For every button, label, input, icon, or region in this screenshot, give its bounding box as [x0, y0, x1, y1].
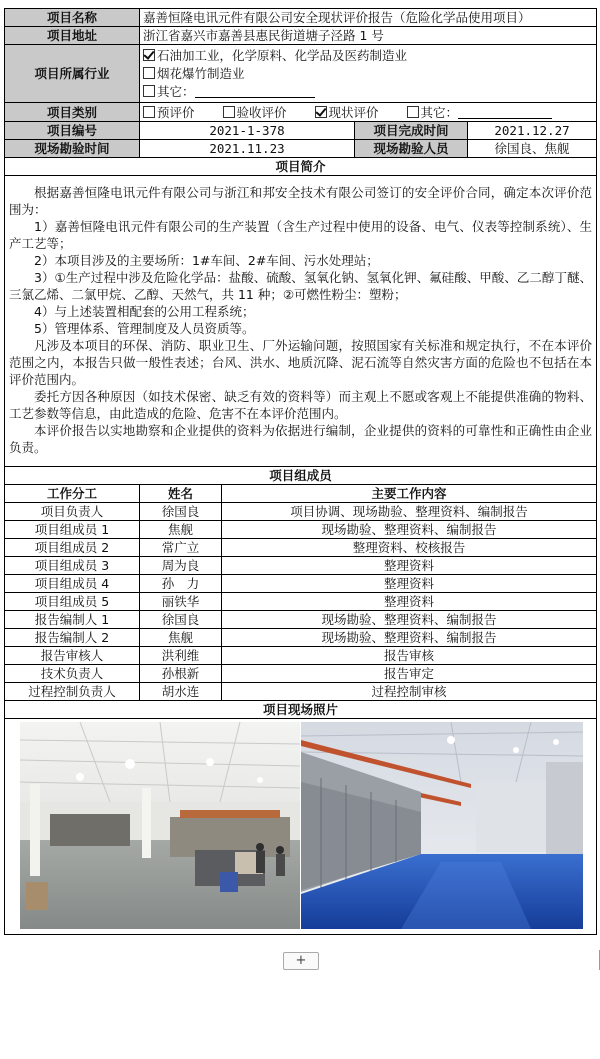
category-option-acceptance: 验收评价 [223, 105, 287, 120]
member-row: 报告审核人 洪利维 报告审核 [5, 647, 597, 665]
intro-content [5, 176, 597, 467]
survey-staff-label: 现场勘验人员 [355, 140, 468, 158]
member-row: 项目负责人 徐国良 项目协调、现场勘验、整理资料、编制报告 [5, 503, 597, 521]
photos-area [5, 719, 597, 935]
member-row: 技术负责人 孙根新 报告审定 [5, 665, 597, 683]
checkbox-empty-icon [143, 106, 155, 118]
intro-paragraph: 4）与上述装置相配套的公用工程系统； [34, 304, 255, 319]
industry-options [140, 45, 597, 103]
intro-paragraph: 根据嘉善恒隆电讯元件有限公司与浙江和邦安全技术有限公司签订的安全评价合同，确定本次评价范围为： [9, 185, 593, 217]
members-header-name: 姓名 [140, 485, 222, 503]
member-row: 项目组成员 5 丽铁华 整理资料 [5, 593, 597, 611]
industry-label: 项目所属行业 [5, 45, 140, 103]
finish-time-value: 2021.12.27 [468, 122, 597, 140]
intro-paragraph: 5）管理体系、管理制度及人员资质等。 [34, 321, 255, 336]
members-header-role: 工作分工 [5, 485, 140, 503]
checkbox-checked-icon [315, 106, 327, 118]
members-section-title: 项目组成员 [5, 467, 597, 485]
checkbox-checked-icon [143, 49, 155, 61]
intro-paragraph: 本评价报告以实地勘察和企业提供的资料为依据进行编制，企业提供的资料的可靠性和正确性由企业负责。 [9, 423, 593, 455]
member-row: 报告编制人 1 徐国良 现场勘验、整理资料、编制报告 [5, 611, 597, 629]
checkbox-empty-icon [143, 85, 155, 97]
member-row: 项目组成员 2 常广立 整理资料、校核报告 [5, 539, 597, 557]
project-name-label: 项目名称 [5, 9, 140, 27]
category-options [140, 103, 597, 122]
site-photo-spray-line [301, 722, 583, 929]
industry-option-fireworks: 烟花爆竹制造业 [143, 65, 593, 83]
photos-section-title: 项目现场照片 [5, 701, 597, 719]
member-row: 报告编制人 2 焦舰 现场勘验、整理资料、编制报告 [5, 629, 597, 647]
expand-button[interactable]: + [283, 952, 319, 970]
intro-paragraph: 委托方因各种原因（如技术保密、缺乏有效的资料等）而主观上不愿或客观上不能提供准确的物料、工艺参数等信息，由此造成的危险、危害不在本评价范围内。 [9, 389, 593, 421]
intro-section-title: 项目简介 [5, 158, 597, 176]
project-name-value: 嘉善恒隆电讯元件有限公司安全现状评价报告（危险化学品使用项目） [140, 9, 597, 27]
site-photo-workshop [20, 722, 300, 929]
intro-paragraph: 2）本项目涉及的主要场所：1#车间、2#车间、污水处理站； [34, 253, 379, 268]
project-address-label: 项目地址 [5, 27, 140, 45]
industry-option-petrochem: 石油加工业，化学原料、化学品及医药制造业 [143, 47, 593, 65]
project-address-value: 浙江省嘉兴市嘉善县惠民街道塘子泾路 1 号 [140, 27, 597, 45]
project-info-table [4, 8, 597, 935]
member-row: 项目组成员 3 周为良 整理资料 [5, 557, 597, 575]
project-code-label: 项目编号 [5, 122, 140, 140]
intro-paragraph: 3）①生产过程中涉及危险化学品：盐酸、硫酸、氢氧化钠、氢氧化钾、氟硅酸、甲酸、乙二醇丁醚、三氯乙烯、二氯甲烷、乙醇、天然气，共 11 种；②可燃性粉尘：塑粉； [9, 270, 593, 302]
checkbox-empty-icon [407, 106, 419, 118]
category-label: 项目类别 [5, 103, 140, 122]
checkbox-empty-icon [143, 67, 155, 79]
member-row: 项目组成员 4 孙 力 整理资料 [5, 575, 597, 593]
intro-paragraph: 1）嘉善恒隆电讯元件有限公司的生产装置（含生产过程中使用的设备、电气、仪表等控制系统）、生产工艺等； [9, 219, 593, 251]
category-option-pre: 预评价 [143, 105, 195, 120]
member-row: 过程控制负责人 胡水连 过程控制审核 [5, 683, 597, 701]
survey-staff-value: 徐国良、焦舰 [468, 140, 597, 158]
category-option-other: 其它： [407, 105, 553, 120]
intro-paragraph: 凡涉及本项目的环保、消防、职业卫生、厂外运输问题，按照国家有关标准和规定执行，不在本评价范围之内，本报告只做一般性表述；台风、洪水、地质沉降、泥石流等自然灾害方面的危险也不包括在本评价范围内。 [9, 338, 593, 387]
checkbox-empty-icon [223, 106, 235, 118]
members-header-duty: 主要工作内容 [222, 485, 597, 503]
industry-option-other: 其它： [143, 83, 593, 101]
member-row: 项目组成员 1 焦舰 现场勘验、整理资料、编制报告 [5, 521, 597, 539]
project-code-value: 2021-1-378 [140, 122, 355, 140]
category-option-status: 现状评价 [315, 105, 379, 120]
survey-time-value: 2021.11.23 [140, 140, 355, 158]
blank-underline [458, 106, 552, 119]
survey-time-label: 现场勘验时间 [5, 140, 140, 158]
evaluation-info-document [4, 8, 596, 935]
finish-time-label: 项目完成时间 [355, 122, 468, 140]
blank-underline [195, 85, 315, 98]
